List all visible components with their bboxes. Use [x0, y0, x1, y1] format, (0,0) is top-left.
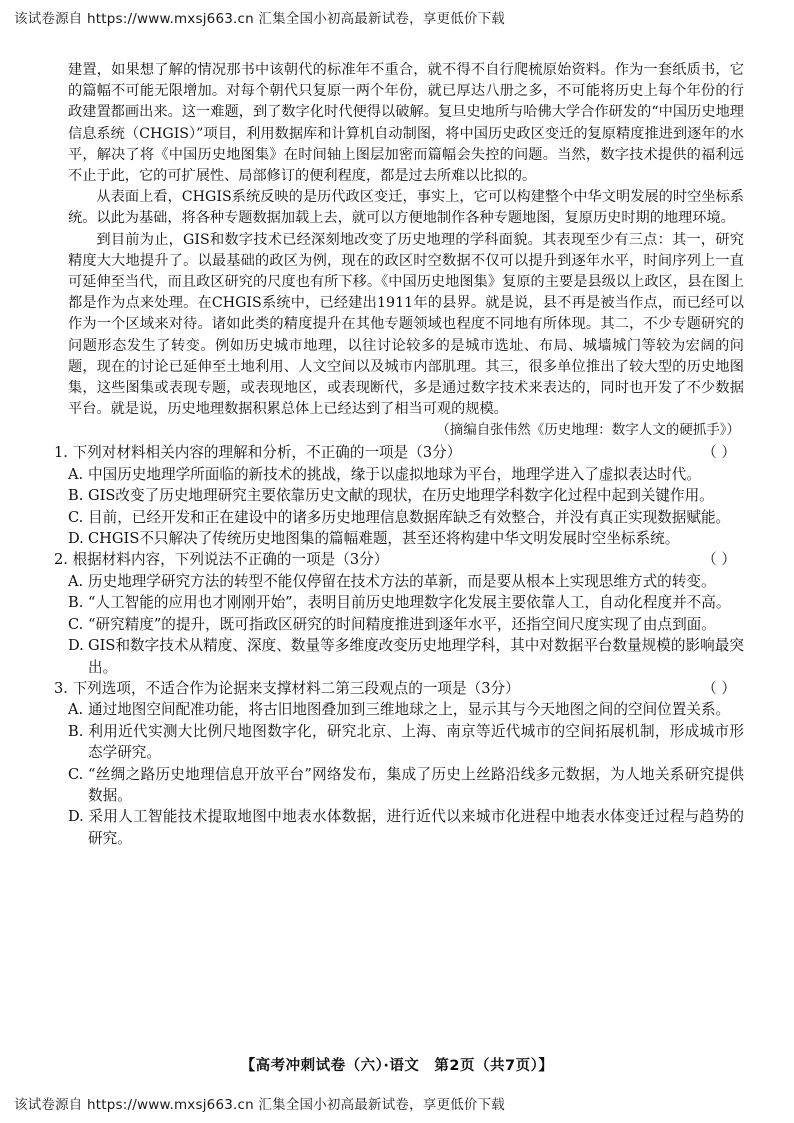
- option-c: C. “研究精度”的提升，既可指政区研究的时间精度推进到逐年水平，还指空间尺度实现了由点到面。: [68, 615, 716, 633]
- option-d: D. GIS和数字技术从精度、深度、数量等多维度改变历史地理学科，其中对数据平台数量规模的影响最突出。: [68, 637, 744, 676]
- option-b: B. GIS改变了历史地理研究主要依靠历史文献的现状，在历史地理学科数字化过程中起到关键作用。: [68, 487, 714, 505]
- page-footer: 【高考冲刺试卷（六）·语文 第2页（共7页）】: [240, 1058, 554, 1074]
- page-content: [54, 60, 744, 849]
- source-banner-bottom: 该试卷源自 https://www.mxsj663.cn 汇集全国小初高最新试卷，享更低价下载: [14, 1097, 506, 1113]
- option-c: C. 目前，已经开发和正在建设中的诸多历史地理信息数据库缺乏有效整合，并没有真正实现数据赋能。: [68, 508, 731, 526]
- source-citation: （摘编自张伟然《历史地理：数字人文的硬抓手》）: [436, 422, 740, 439]
- passage-paragraph: 从表面上看，CHGIS系统反映的是历代政区变迁，事实上，它可以构建整个中华文明发展的时空坐标系统。以此为基础，将各种专题数据加载上去，就可以方便地制作各种专题地图，复原历史时期的地理环境。: [68, 189, 744, 227]
- answer-blank: （ ）: [702, 444, 736, 462]
- question-stem: 2. 根据材料内容，下列说法不正确的一项是（3分）: [54, 551, 389, 569]
- question-3: [54, 678, 744, 849]
- option-a: A. 中国历史地理学所面临的新技术的挑战，缘于以虚拟地球为平台，地理学进入了虚拟表达时代。: [68, 465, 701, 483]
- option-a: A. 历史地理学研究方法的转型不能仅停留在技术方法的革新，而是要从根本上实现思维方式的转变。: [68, 572, 716, 590]
- question-stem: 1. 下列对材料相关内容的理解和分析，不正确的一项是（3分）: [54, 444, 462, 462]
- passage-paragraph: 到目前为止，GIS和数字技术已经深刻地改变了历史地理的学科面貌。其表现至少有三点：其一，研究精度大大地提升了。以最基础的政区为例，现在的政区时空数据不仅可以提升到逐年水平，时间序列上一直可延伸至当代，而且政区研究的尺度也有所下移。《中国历史地图集》复原的主要是县级以上政区，县在图上都是作为点来处理。在CHGIS系统中，已经建出1911年的县界。就是说，县不再是被当作点，而已经可以作为一个区域来对待。诸如此类的精度提升在其他专题领域也程度不同地有所体现。其二，不少专题研究的问题形态发生了转变。例如历史城市地理，以往讨论较多的是城市选址、布局、城墙城门等较为宏阔的问题，现在的讨论已延伸至土地利用、人文空间以及城市内部肌理。其三，很多单位推出了较大型的历史地图集，这些图集或表现专题，或表现地区，或表现断代，多是通过数字技术来表达的，同时也开发了不少数据平台。就是说，历史地理数据积累总体上已经达到了相当可观的规模。: [68, 231, 744, 418]
- option-d: D. CHGIS不只解决了传统历史地图集的篇幅难题，甚至还将构建中华文明发展时空坐标系统。: [68, 530, 680, 548]
- option-b: B. “人工智能的应用也才刚刚开始”，表明目前历史地理数字化发展主要依靠人工，自动化程度并不高。: [68, 594, 731, 612]
- question-2: [54, 549, 744, 677]
- option-b: B. 利用近代实测大比例尺地图数字化，研究北京、上海、南京等近代城市的空间拓展机制，形成城市形态学研究。: [68, 722, 744, 762]
- option-a: A. 通过地图空间配准功能，将古旧地图叠加到三维地球之上，显示其与今天地图之间的空间位置关系。: [68, 701, 731, 719]
- question-stem: 3. 下列选项，不适合作为论据来支撑材料二第三段观点的一项是（3分）: [54, 679, 520, 697]
- source-banner-top: 该试卷源自 https://www.mxsj663.cn 汇集全国小初高最新试卷，享更低价下载: [14, 11, 506, 27]
- question-1: [54, 442, 744, 549]
- option-d: D. 采用人工智能技术提取地图中地表水体数据，进行近代以来城市化进程中地表水体变迁过程与趋势的研究。: [68, 808, 744, 847]
- option-c: C. “丝绸之路历史地理信息开放平台”网络发布，集成了历史上丝路沿线多元数据，为人地关系研究提供数据。: [68, 765, 744, 804]
- passage-paragraph: 建置，如果想了解的情况那书中该朝代的标准年不重合，就不得不自行爬梳原始资料。作为一套纸质书，它的篇幅不可能无限增加。对每个朝代只复原一两个年份，就已厚达八册之多，不可能将历史上每个年份的行政建置都画出来。这一难题，到了数字化时代便得以破解。复旦史地所与哈佛大学合作研发的“中国历史地理信息系统（CHGIS）”项目，利用数据库和计算机自动制图，将中国历史政区变迁的复原精度推进到逐年的水平，解决了将《中国历史地图集》在时间轴上图层加密而篇幅会失控的问题。当然，数字技术提供的福利远不止于此，它的可扩展性、局部修订的便利程度，都是过去所难以比拟的。: [68, 62, 744, 185]
- answer-blank: （ ）: [702, 551, 736, 569]
- answer-blank: （ ）: [702, 679, 736, 697]
